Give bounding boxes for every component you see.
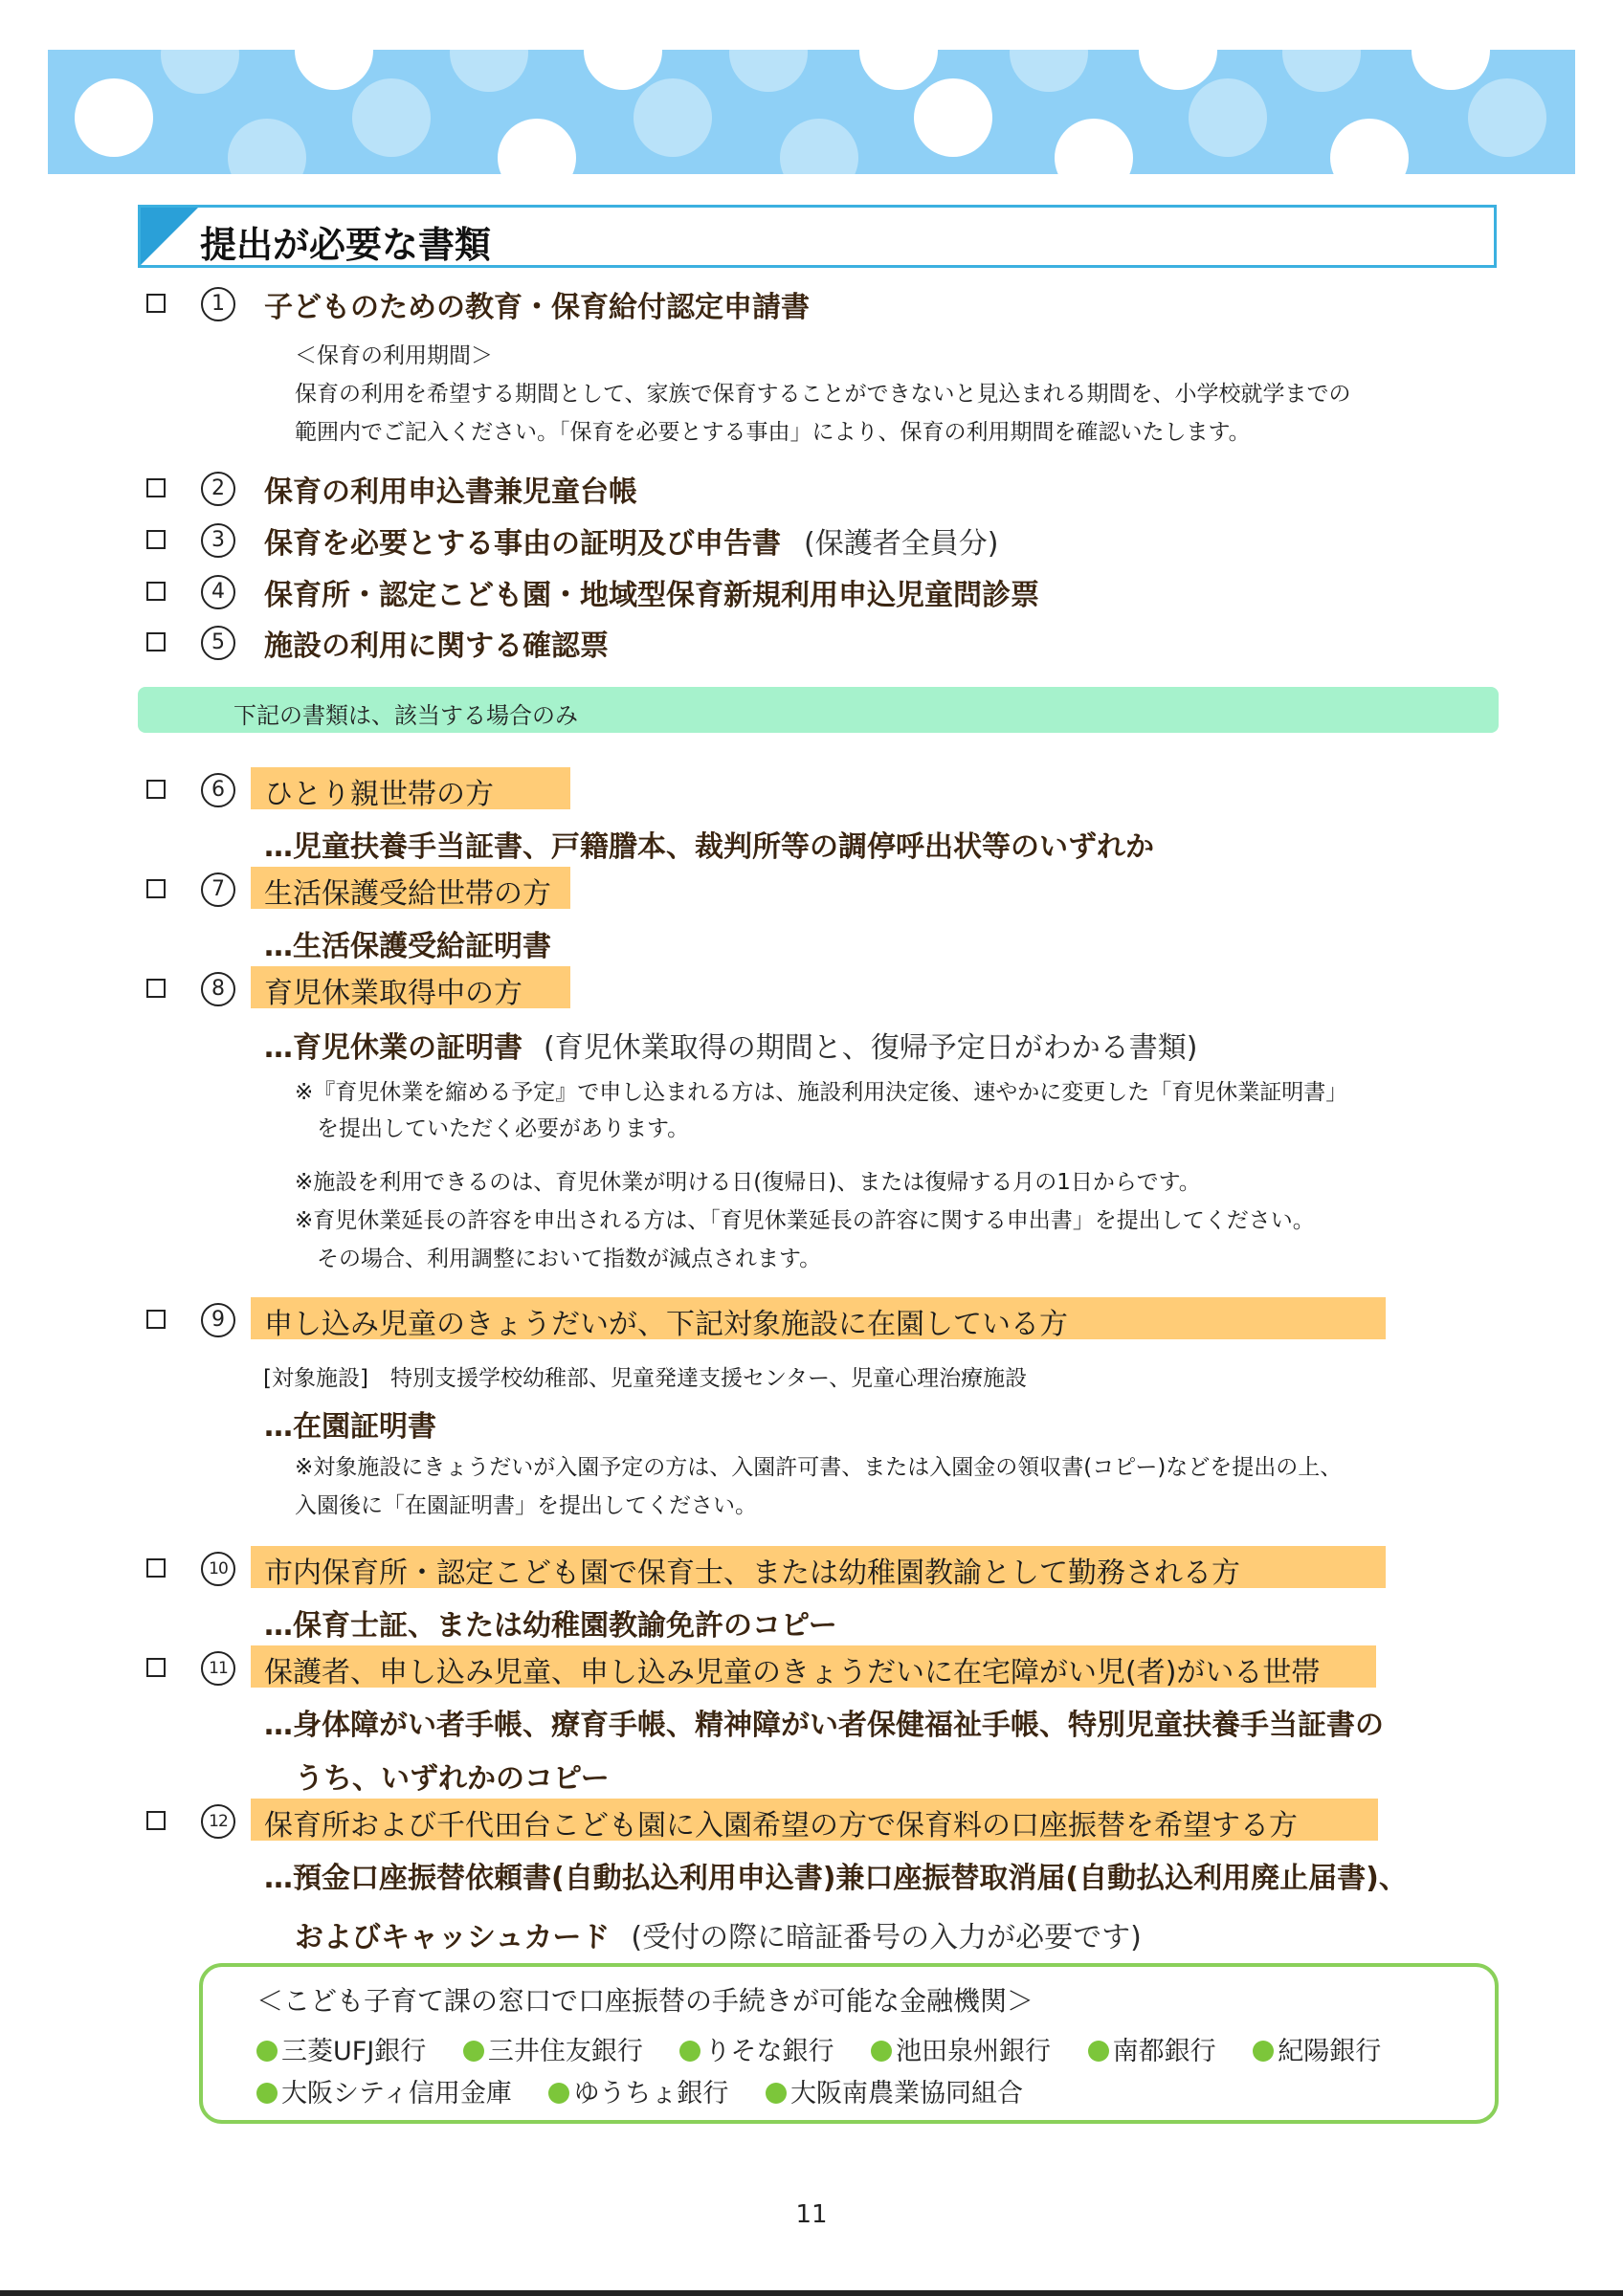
item1-note-line1: 保育の利用を希望する期間として、家族で保育することができないと見込まれる期間を、小学校就学までの: [295, 382, 1351, 407]
banner-dot: [352, 78, 431, 157]
item8-note-2: を提出していただく必要があります。: [295, 1116, 690, 1141]
item8-note-1: ※『育児休業を縮める予定』で申し込まれる方は、施設利用決定後、速やかに変更した「育児休業証明書」: [295, 1080, 1348, 1105]
item-number-6: 6: [201, 773, 235, 807]
item-number-3: 3: [201, 523, 235, 558]
item-number-4: 4: [201, 575, 235, 609]
banner-dot: [780, 119, 858, 174]
item12-document-line2: [295, 1913, 1142, 1955]
checkbox-item-3[interactable]: [146, 530, 166, 549]
checkbox-item-9[interactable]: [146, 1310, 166, 1329]
banner-dot: [1010, 50, 1088, 92]
bank-list-title: ＜こども子育て課の窓口で口座振替の手続きが可能な金融機関＞: [256, 1985, 1034, 2017]
banner-dot: [1412, 50, 1490, 90]
item8-document: [264, 1024, 1197, 1066]
bank-name: 池田泉州銀行: [896, 2037, 1052, 2066]
banner-dot: [161, 50, 239, 94]
bottom-rule: [0, 2290, 1623, 2296]
item9-note-2: 入園後に「在園証明書」を提出してください。: [295, 1493, 757, 1518]
bank-name: 紀陽銀行: [1278, 2037, 1382, 2066]
bullet-icon: [256, 2083, 278, 2104]
bank-name: 大阪南農業協同組合: [790, 2079, 1024, 2108]
banner-dot: [859, 50, 938, 90]
item-number-5: 5: [201, 626, 235, 660]
banner-dot: [228, 119, 306, 174]
item11-document-line2: うち、いずれかのコピー: [295, 1762, 610, 1796]
item11-label: 保護者、申し込み児童、申し込み児童のきょうだいに在宅障がい児(者)がいる世帯: [264, 1656, 1321, 1689]
item6-document: …児童扶養手当証書、戸籍謄本、裁判所等の調停呼出状等のいずれか: [264, 830, 1154, 864]
item-title-2: 保育の利用申込書兼児童台帳: [264, 475, 637, 509]
bank-item: [679, 2030, 834, 2067]
banner-dot: [1330, 119, 1409, 174]
item10-label: 市内保育所・認定こども園で保育士、または幼稚園教諭として勤務される方: [264, 1556, 1240, 1590]
bullet-icon: [1253, 2041, 1274, 2062]
item8-document-text: …育児休業の証明書: [264, 1031, 522, 1065]
item12-document-paren: (受付の際に暗証番号の入力が必要です): [631, 1921, 1142, 1954]
item8-document-paren: (育児休業取得の期間と、復帰予定日がわかる書類): [544, 1031, 1198, 1065]
item12-label: 保育所および千代田台こども園に入園希望の方で保育料の口座振替を希望する方: [264, 1809, 1298, 1843]
item-number-2: 2: [201, 472, 235, 506]
item-title-3: [264, 519, 998, 562]
banner-dot: [295, 50, 373, 90]
bank-name: 大阪シティ信用金庫: [281, 2079, 512, 2108]
banner-dot: [634, 78, 712, 157]
checkbox-item-7[interactable]: [146, 879, 166, 898]
checkbox-item-6[interactable]: [146, 780, 166, 799]
bullet-icon: [1088, 2041, 1109, 2062]
item-number-7: 7: [201, 872, 235, 907]
item-title-3-text: 保育を必要とする事由の証明及び申告書: [264, 527, 781, 561]
banner-dot: [1189, 78, 1267, 157]
bullet-icon: [548, 2083, 569, 2104]
section-title: 提出が必要な書類: [200, 224, 492, 266]
banner-dot: [729, 50, 808, 92]
item11-document-line1: …身体障がい者手帳、療育手帳、精神障がい者保健福祉手帳、特別児童扶養手当証書の: [264, 1709, 1384, 1742]
item-number-11: 11: [201, 1651, 235, 1686]
item-number-9: 9: [201, 1303, 235, 1337]
bank-list-box: [199, 1963, 1499, 2124]
banner-dot: [1282, 50, 1361, 92]
banner-dot: [1468, 78, 1546, 157]
bullet-icon: [256, 2041, 278, 2062]
item1-note-line2: 範囲内でご記入ください。「保育を必要とする事由」により、保育の利用期間を確認いたします。: [295, 420, 1251, 445]
banner-dot: [75, 78, 153, 157]
bullet-icon: [463, 2041, 484, 2062]
item9-document: …在園証明書: [264, 1410, 436, 1444]
item9-note-1: ※対象施設にきょうだいが入園予定の方は、入園許可書、または入園金の領収書(コピー)などを提出の上、: [295, 1455, 1343, 1480]
item-number-8: 8: [201, 972, 235, 1006]
item8-note-3: ※施設を利用できるのは、育児休業が明ける日(復帰日)、または復帰する月の1日からです。: [295, 1170, 1201, 1195]
title-accent-triangle: [141, 208, 198, 265]
item-title-1: 子どものための教育・保育給付認定申請書: [264, 291, 810, 324]
item8-note-5: その場合、利用調整において指数が減点されます。: [295, 1247, 822, 1271]
item12-document-line2-text: およびキャッシュカード: [295, 1921, 611, 1954]
checkbox-item-12[interactable]: [146, 1811, 166, 1830]
checkbox-item-11[interactable]: [146, 1658, 166, 1677]
bullet-icon: [766, 2083, 787, 2104]
bullet-icon: [871, 2041, 892, 2062]
item-title-5: 施設の利用に関する確認票: [264, 629, 609, 663]
checkbox-item-10[interactable]: [146, 1558, 166, 1578]
bank-item: [548, 2072, 728, 2109]
bullet-icon: [679, 2041, 700, 2062]
checkbox-item-2[interactable]: [146, 478, 166, 497]
item7-label: 生活保護受給世帯の方: [264, 877, 551, 911]
bank-name: 南都銀行: [1112, 2037, 1216, 2066]
section-title-box: [138, 205, 1497, 268]
checkbox-item-1[interactable]: [146, 294, 166, 313]
bank-item: [463, 2030, 643, 2067]
item-number-1: 1: [201, 287, 235, 321]
bank-name: りそな銀行: [704, 2037, 834, 2066]
item8-note-4: ※育児休業延長の許容を申出される方は、「育児休業延長の許容に関する申出書」を提出してください。: [295, 1208, 1315, 1233]
bank-row-2: [256, 2072, 1052, 2109]
checkbox-item-4[interactable]: [146, 582, 166, 601]
bank-name: 三菱UFJ銀行: [281, 2037, 427, 2066]
item-number-12: 12: [201, 1804, 235, 1839]
item10-document: …保育士証、または幼稚園教諭免許のコピー: [264, 1609, 837, 1643]
item9-label: 申し込み児童のきょうだいが、下記対象施設に在園している方: [264, 1308, 1068, 1341]
bank-item: [1088, 2030, 1216, 2067]
bank-name: ゆうちょ銀行: [573, 2079, 729, 2108]
item-title-3-paren: (保護者全員分): [804, 527, 999, 561]
item12-document-line1: …預金口座振替依頼書(自動払込利用申込書)兼口座振替取消届(自動払込利用廃止届書)、: [264, 1862, 1408, 1895]
header-banner: [48, 50, 1575, 174]
item7-document: …生活保護受給証明書: [264, 930, 551, 963]
item-title-4: 保育所・認定こども園・地域型保育新規利用申込児童問診票: [264, 579, 1039, 612]
banner-dot: [498, 119, 576, 174]
item-number-10: 10: [201, 1552, 235, 1586]
bank-item: [256, 2030, 426, 2067]
banner-dot: [914, 78, 992, 157]
conditional-banner-text: 下記の書類は、該当する場合のみ: [233, 702, 578, 729]
banner-dot: [1055, 119, 1133, 174]
item6-label: ひとり親世帯の方: [264, 778, 494, 811]
checkbox-item-5[interactable]: [146, 632, 166, 651]
item1-note-heading: ＜保育の利用期間＞: [295, 343, 493, 368]
bank-item: [1253, 2030, 1381, 2067]
conditional-banner: [138, 687, 1499, 733]
bank-item: [256, 2072, 512, 2109]
page-number: 11: [795, 2200, 828, 2229]
checkbox-item-8[interactable]: [146, 979, 166, 998]
bank-item: [871, 2030, 1051, 2067]
banner-dot: [450, 50, 528, 92]
bank-row-1: [256, 2030, 1410, 2067]
item8-label: 育児休業取得中の方: [264, 977, 522, 1010]
bank-item: [766, 2072, 1023, 2109]
item9-facilities: [対象施設] 特別支援学校幼稚部、児童発達支援センター、児童心理治療施設: [263, 1366, 1028, 1391]
bank-name: 三井住友銀行: [487, 2037, 643, 2066]
